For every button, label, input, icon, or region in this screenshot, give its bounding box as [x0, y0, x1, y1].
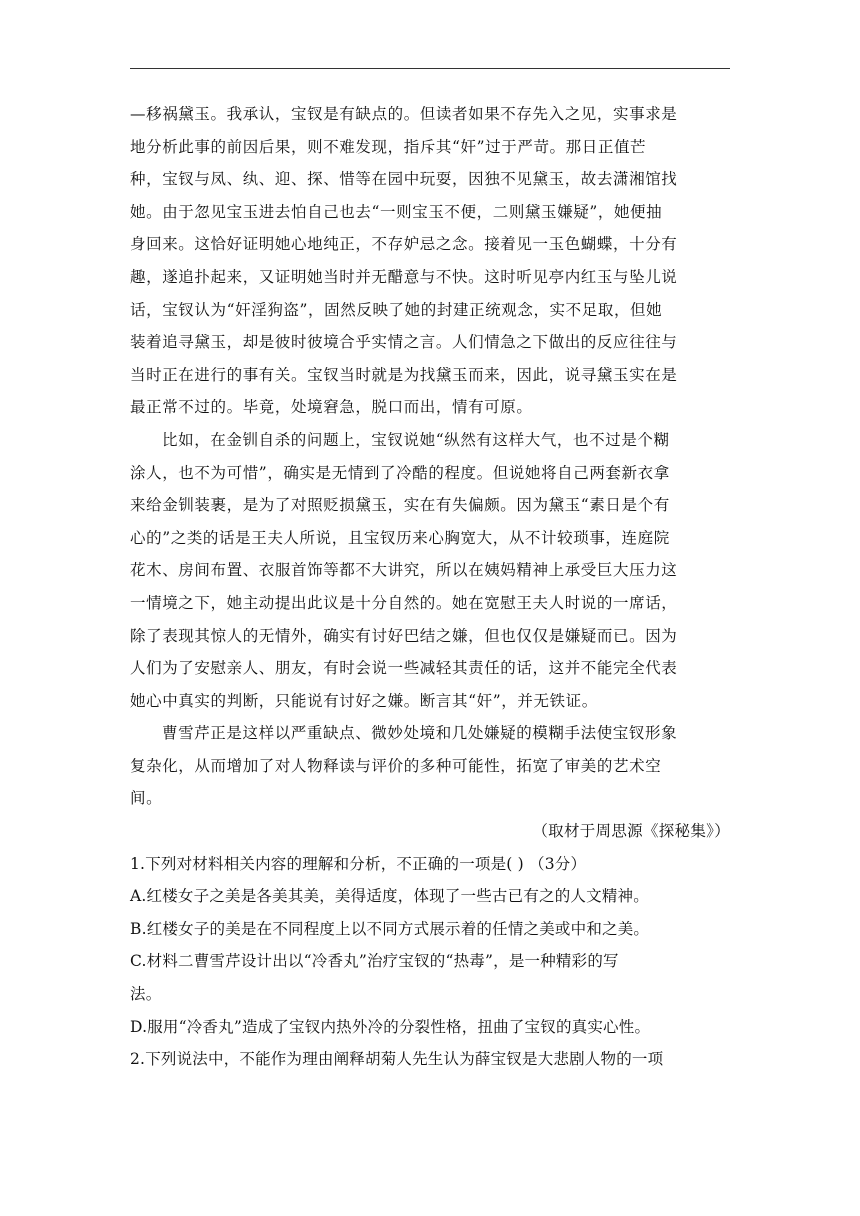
option-a: A.红楼女子之美是各美其美，美得适度，体现了一些古已有之的人文精神。: [130, 887, 649, 906]
text-line: 趣，遂追扑起来，又证明她当时并无醋意与不快。这时听见亭内红玉与坠儿说: [130, 267, 678, 286]
question-stem: 2.下列说法中，不能作为理由阐释胡菊人先生认为薛宝钗是大悲剧人物的一项: [130, 1050, 664, 1069]
text-line: 当时正在进行的事有关。宝钗当时就是为找黛玉而来，因此，说寻黛玉实在是: [130, 365, 678, 384]
text-line: —移祸黛玉。我承认，宝钗是有缺点的。但读者如果不存先入之见，实事求是: [130, 105, 678, 123]
text-line: 心的”之类的话是王夫人所说，且宝钗历来心胸宽大，从不计较琐事，连庭院: [130, 528, 670, 547]
text-line: 种，宝钗与凤、纨、迎、探、惜等在园中玩耍，因独不见黛玉，故去潇湘馆找: [130, 170, 678, 189]
text-line: 来给金钏装裹，是为了对照贬损黛玉，实在有失偏颇。因为黛玉“素日是个有: [130, 496, 670, 515]
text-line: 一情境之下，她主动提出此议是十分自然的。她在宽慰王夫人时说的一席话，: [130, 593, 678, 612]
option-b: B.红楼女子的美是在不同程度上以不同方式展示着的任情之美或中和之美。: [130, 919, 650, 938]
text-line: 人们为了安慰亲人、朋友，有时会说一些减轻其责任的话，这并不能完全代表: [130, 659, 678, 678]
text-line: 比如，在金钏自杀的问题上，宝钗说她“纵然有这样大气，也不过是个糊: [162, 430, 670, 449]
text-line: 她心中真实的判断，只能说有讨好之嫌。断言其“奸”，并无铁证。: [130, 691, 598, 710]
text-line: 话，宝钗认为“奸淫狗盗”，固然反映了她的封建正统观念，实不足取，但她: [130, 300, 663, 319]
text-line: 她。由于忽见宝玉进去怕自己也去“一则宝玉不便，二则黛玉嫌疑”，她便抽: [130, 202, 663, 221]
text-line: 涂人，也不为可惜”，确实是无情到了冷酷的程度。但说她将自己两套新衣拿: [130, 463, 670, 482]
source-citation: （取材于周思源《探秘集》）: [532, 822, 730, 841]
text-line: 曹雪芹正是这样以严重缺点、微妙处境和几处嫌疑的模糊手法使宝钗形象: [162, 724, 678, 743]
paragraph-2: [130, 424, 730, 717]
header-rule: [130, 68, 730, 69]
option-d: D.服用“冷香丸”造成了宝钗内热外冷的分裂性格，扭曲了宝钗的真实心性。: [130, 1017, 651, 1036]
option-c-continued: 法。: [130, 985, 162, 1004]
option-c: C.材料二曹雪芹设计出以“冷香丸”治疗宝钗的“热毒”，是一种精彩的写: [130, 952, 619, 971]
paragraph-1: [130, 98, 730, 424]
question-stem: 1.下列对材料相关内容的理解和分析，不正确的一项是( ) （3分）: [130, 854, 587, 873]
text-line: 花木、房间布置、衣服首饰等都不大讲究，所以在姨妈精神上承受巨大压力这: [130, 561, 678, 580]
document-body: [130, 98, 730, 1076]
question-2: [130, 1043, 730, 1076]
paragraph-3: [130, 717, 730, 815]
text-line: 地分析此事的前因后果，则不难发现，指斥其“奸”过于严苛。那日正值芒: [130, 137, 647, 156]
text-line: 除了表现其惊人的无情外，确实有讨好巴结之嫌，但也仅仅是嫌疑而已。因为: [130, 626, 678, 645]
text-line: 间。: [130, 789, 163, 808]
text-line: 身回来。这恰好证明她心地纯正，不存妒忌之念。接着见一玉色蝴蝶，十分有: [130, 235, 678, 254]
text-line: 复杂化，从而增加了对人物释读与评价的多种可能性，拓宽了审美的艺术空: [130, 756, 662, 775]
question-1: [130, 848, 730, 1044]
text-line: 最正常不过的。毕竟，处境窘急，脱口而出，情有可原。: [130, 398, 533, 417]
text-line: 装着追寻黛玉，却是彼时彼境合乎实情之言。人们情急之下做出的反应往往与: [130, 333, 678, 352]
